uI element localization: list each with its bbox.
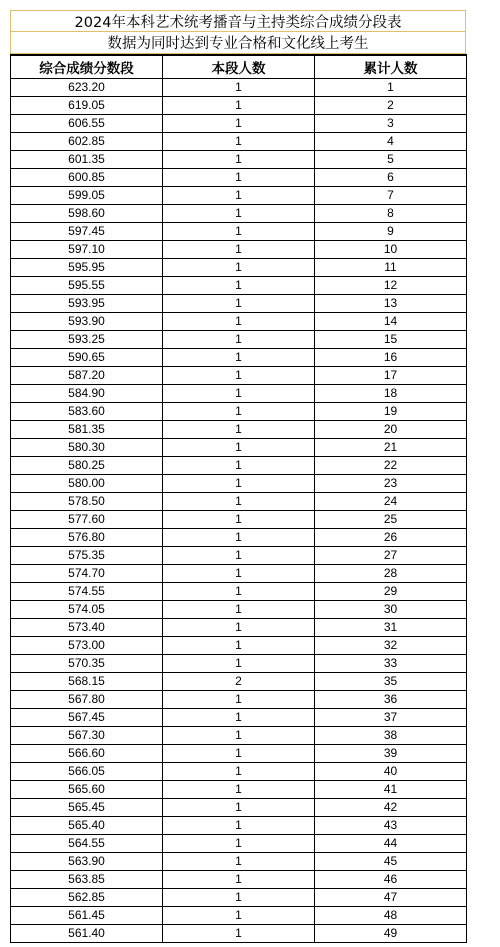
- segment-count-cell: 1: [163, 529, 315, 547]
- cumulative-count-cell: 37: [315, 709, 467, 727]
- cumulative-count-cell: 44: [315, 835, 467, 853]
- score-cell: 561.45: [11, 907, 163, 925]
- cumulative-count-cell: 2: [315, 97, 467, 115]
- cumulative-count-cell: 31: [315, 619, 467, 637]
- cumulative-count-cell: 5: [315, 151, 467, 169]
- table-row: [11, 259, 467, 277]
- segment-count-cell: 1: [163, 907, 315, 925]
- cumulative-count-cell: 19: [315, 403, 467, 421]
- score-distribution-table: [10, 54, 467, 943]
- table-row: [11, 727, 467, 745]
- table-row: [11, 151, 467, 169]
- table-row: [11, 457, 467, 475]
- segment-count-cell: 1: [163, 709, 315, 727]
- segment-count-cell: 1: [163, 655, 315, 673]
- segment-count-cell: 1: [163, 475, 315, 493]
- score-cell: 584.90: [11, 385, 163, 403]
- segment-count-cell: 1: [163, 871, 315, 889]
- score-cell: 567.80: [11, 691, 163, 709]
- segment-count-cell: 1: [163, 295, 315, 313]
- table-body: [11, 79, 467, 943]
- score-cell: 593.25: [11, 331, 163, 349]
- table-row: [11, 871, 467, 889]
- cumulative-count-cell: 3: [315, 115, 467, 133]
- score-cell: 562.85: [11, 889, 163, 907]
- cumulative-count-cell: 15: [315, 331, 467, 349]
- table-row: [11, 745, 467, 763]
- header-segment-count: 本段人数: [163, 55, 315, 79]
- cumulative-count-cell: 21: [315, 439, 467, 457]
- cumulative-count-cell: 1: [315, 79, 467, 97]
- cumulative-count-cell: 41: [315, 781, 467, 799]
- cumulative-count-cell: 48: [315, 907, 467, 925]
- score-cell: 593.90: [11, 313, 163, 331]
- score-cell: 601.35: [11, 151, 163, 169]
- table-row: [11, 691, 467, 709]
- score-cell: 565.45: [11, 799, 163, 817]
- segment-count-cell: 1: [163, 421, 315, 439]
- score-cell: 566.60: [11, 745, 163, 763]
- cumulative-count-cell: 43: [315, 817, 467, 835]
- segment-count-cell: 1: [163, 385, 315, 403]
- cumulative-count-cell: 38: [315, 727, 467, 745]
- table-row: [11, 655, 467, 673]
- table-title: 2024年本科艺术统考播音与主持类综合成绩分段表: [10, 10, 466, 32]
- cumulative-count-cell: 20: [315, 421, 467, 439]
- segment-count-cell: 1: [163, 205, 315, 223]
- cumulative-count-cell: 26: [315, 529, 467, 547]
- table-row: [11, 97, 467, 115]
- score-table-sheet: [10, 10, 466, 943]
- table-row: [11, 565, 467, 583]
- score-cell: 619.05: [11, 97, 163, 115]
- score-cell: 602.85: [11, 133, 163, 151]
- table-row: [11, 295, 467, 313]
- table-row: [11, 637, 467, 655]
- cumulative-count-cell: 25: [315, 511, 467, 529]
- segment-count-cell: 1: [163, 79, 315, 97]
- segment-count-cell: 1: [163, 115, 315, 133]
- score-cell: 593.95: [11, 295, 163, 313]
- score-cell: 574.55: [11, 583, 163, 601]
- segment-count-cell: 1: [163, 97, 315, 115]
- table-row: [11, 169, 467, 187]
- cumulative-count-cell: 18: [315, 385, 467, 403]
- score-cell: 580.25: [11, 457, 163, 475]
- table-row: [11, 241, 467, 259]
- segment-count-cell: 1: [163, 331, 315, 349]
- segment-count-cell: 1: [163, 259, 315, 277]
- score-cell: 563.90: [11, 853, 163, 871]
- segment-count-cell: 1: [163, 313, 315, 331]
- cumulative-count-cell: 7: [315, 187, 467, 205]
- table-row: [11, 421, 467, 439]
- cumulative-count-cell: 17: [315, 367, 467, 385]
- score-cell: 595.55: [11, 277, 163, 295]
- cumulative-count-cell: 6: [315, 169, 467, 187]
- segment-count-cell: 1: [163, 511, 315, 529]
- table-row: [11, 367, 467, 385]
- cumulative-count-cell: 24: [315, 493, 467, 511]
- score-cell: 597.45: [11, 223, 163, 241]
- cumulative-count-cell: 36: [315, 691, 467, 709]
- cumulative-count-cell: 10: [315, 241, 467, 259]
- table-row: [11, 313, 467, 331]
- segment-count-cell: 1: [163, 763, 315, 781]
- table-row: [11, 205, 467, 223]
- segment-count-cell: 1: [163, 799, 315, 817]
- cumulative-count-cell: 16: [315, 349, 467, 367]
- score-cell: 576.80: [11, 529, 163, 547]
- table-row: [11, 79, 467, 97]
- cumulative-count-cell: 45: [315, 853, 467, 871]
- table-row: [11, 853, 467, 871]
- cumulative-count-cell: 30: [315, 601, 467, 619]
- segment-count-cell: 1: [163, 835, 315, 853]
- table-row: [11, 511, 467, 529]
- score-cell: 565.60: [11, 781, 163, 799]
- cumulative-count-cell: 23: [315, 475, 467, 493]
- table-row: [11, 349, 467, 367]
- table-row: [11, 403, 467, 421]
- table-row: [11, 115, 467, 133]
- score-cell: 623.20: [11, 79, 163, 97]
- score-cell: 573.00: [11, 637, 163, 655]
- cumulative-count-cell: 11: [315, 259, 467, 277]
- table-row: [11, 619, 467, 637]
- cumulative-count-cell: 47: [315, 889, 467, 907]
- segment-count-cell: 1: [163, 133, 315, 151]
- table-row: [11, 817, 467, 835]
- score-cell: 565.40: [11, 817, 163, 835]
- score-cell: 581.35: [11, 421, 163, 439]
- score-cell: 598.60: [11, 205, 163, 223]
- table-row: [11, 583, 467, 601]
- segment-count-cell: 1: [163, 637, 315, 655]
- segment-count-cell: 1: [163, 547, 315, 565]
- table-row: [11, 925, 467, 943]
- score-cell: 570.35: [11, 655, 163, 673]
- table-row: [11, 133, 467, 151]
- table-row: [11, 907, 467, 925]
- table-row: [11, 763, 467, 781]
- table-row: [11, 277, 467, 295]
- cumulative-count-cell: 46: [315, 871, 467, 889]
- cumulative-count-cell: 40: [315, 763, 467, 781]
- table-row: [11, 475, 467, 493]
- score-cell: 587.20: [11, 367, 163, 385]
- table-row: [11, 529, 467, 547]
- score-cell: 574.05: [11, 601, 163, 619]
- cumulative-count-cell: 13: [315, 295, 467, 313]
- header-score-range: 综合成绩分数段: [11, 55, 163, 79]
- cumulative-count-cell: 9: [315, 223, 467, 241]
- segment-count-cell: 1: [163, 439, 315, 457]
- score-cell: 575.35: [11, 547, 163, 565]
- table-row: [11, 799, 467, 817]
- cumulative-count-cell: 33: [315, 655, 467, 673]
- cumulative-count-cell: 29: [315, 583, 467, 601]
- table-row: [11, 673, 467, 691]
- segment-count-cell: 1: [163, 817, 315, 835]
- segment-count-cell: 1: [163, 925, 315, 943]
- cumulative-count-cell: 35: [315, 673, 467, 691]
- score-cell: 606.55: [11, 115, 163, 133]
- score-cell: 577.60: [11, 511, 163, 529]
- score-cell: 567.45: [11, 709, 163, 727]
- score-cell: 574.70: [11, 565, 163, 583]
- score-cell: 583.60: [11, 403, 163, 421]
- table-row: [11, 601, 467, 619]
- table-row: [11, 187, 467, 205]
- score-cell: 595.95: [11, 259, 163, 277]
- header-row: [11, 55, 467, 79]
- table-subtitle: 数据为同时达到专业合格和文化线上考生: [10, 32, 466, 54]
- segment-count-cell: 1: [163, 583, 315, 601]
- segment-count-cell: 1: [163, 781, 315, 799]
- table-row: [11, 547, 467, 565]
- cumulative-count-cell: 14: [315, 313, 467, 331]
- segment-count-cell: 1: [163, 457, 315, 475]
- segment-count-cell: 1: [163, 151, 315, 169]
- segment-count-cell: 1: [163, 889, 315, 907]
- cumulative-count-cell: 32: [315, 637, 467, 655]
- cumulative-count-cell: 4: [315, 133, 467, 151]
- score-cell: 600.85: [11, 169, 163, 187]
- segment-count-cell: 2: [163, 673, 315, 691]
- segment-count-cell: 1: [163, 169, 315, 187]
- cumulative-count-cell: 8: [315, 205, 467, 223]
- score-cell: 580.30: [11, 439, 163, 457]
- segment-count-cell: 1: [163, 403, 315, 421]
- segment-count-cell: 1: [163, 241, 315, 259]
- score-cell: 580.00: [11, 475, 163, 493]
- table-row: [11, 439, 467, 457]
- table-row: [11, 709, 467, 727]
- segment-count-cell: 1: [163, 853, 315, 871]
- score-cell: 563.85: [11, 871, 163, 889]
- segment-count-cell: 1: [163, 277, 315, 295]
- score-cell: 568.15: [11, 673, 163, 691]
- table-row: [11, 493, 467, 511]
- segment-count-cell: 1: [163, 619, 315, 637]
- segment-count-cell: 1: [163, 187, 315, 205]
- score-cell: 597.10: [11, 241, 163, 259]
- cumulative-count-cell: 39: [315, 745, 467, 763]
- table-row: [11, 331, 467, 349]
- table-row: [11, 889, 467, 907]
- score-cell: 564.55: [11, 835, 163, 853]
- score-cell: 578.50: [11, 493, 163, 511]
- segment-count-cell: 1: [163, 493, 315, 511]
- cumulative-count-cell: 28: [315, 565, 467, 583]
- cumulative-count-cell: 12: [315, 277, 467, 295]
- table-row: [11, 781, 467, 799]
- header-cumulative-count: 累计人数: [315, 55, 467, 79]
- score-cell: 590.65: [11, 349, 163, 367]
- cumulative-count-cell: 27: [315, 547, 467, 565]
- cumulative-count-cell: 42: [315, 799, 467, 817]
- cumulative-count-cell: 49: [315, 925, 467, 943]
- table-row: [11, 223, 467, 241]
- segment-count-cell: 1: [163, 367, 315, 385]
- segment-count-cell: 1: [163, 223, 315, 241]
- table-row: [11, 835, 467, 853]
- score-cell: 561.40: [11, 925, 163, 943]
- segment-count-cell: 1: [163, 601, 315, 619]
- segment-count-cell: 1: [163, 691, 315, 709]
- segment-count-cell: 1: [163, 349, 315, 367]
- score-cell: 567.30: [11, 727, 163, 745]
- segment-count-cell: 1: [163, 565, 315, 583]
- table-row: [11, 385, 467, 403]
- score-cell: 573.40: [11, 619, 163, 637]
- segment-count-cell: 1: [163, 727, 315, 745]
- segment-count-cell: 1: [163, 745, 315, 763]
- score-cell: 599.05: [11, 187, 163, 205]
- cumulative-count-cell: 22: [315, 457, 467, 475]
- score-cell: 566.05: [11, 763, 163, 781]
